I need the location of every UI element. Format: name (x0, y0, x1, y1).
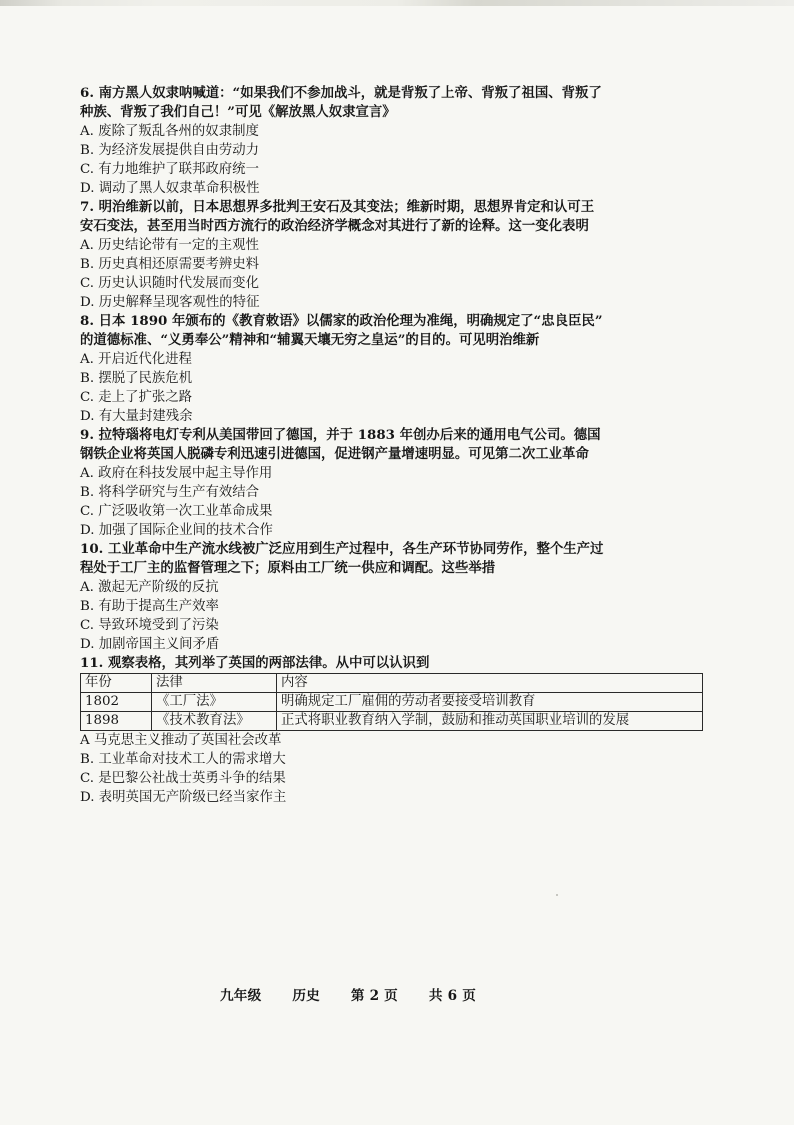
answer-option: B. 为经济发展提供自由劳动力 (80, 143, 260, 158)
question-6 (80, 84, 720, 198)
table-cell-law: 《工厂法》 (152, 693, 277, 712)
table-header-row (81, 674, 703, 693)
question-8 (80, 312, 720, 426)
table-cell-content: 正式将职业教育纳入学制，鼓励和推动英国职业培训的发展 (277, 712, 703, 731)
answer-option: B. 有助于提高生产效率 (80, 599, 219, 614)
table-header-year: 年份 (81, 674, 152, 693)
answer-option: A. 激起无产阶级的反抗 (80, 580, 219, 595)
question-7 (80, 198, 720, 312)
law-table-wrap (80, 673, 695, 731)
law-table (80, 673, 703, 731)
answer-option: D. 表明英国无产阶级已经当家作主 (80, 790, 287, 805)
table-cell-year: 1898 (81, 712, 152, 731)
footer-subject: 历史 (292, 988, 320, 1004)
question-stem-line: 钢铁企业将英国人脱磷专利迅速引进德国，促进钢产量增速明显。可见第二次工业革命 (80, 446, 589, 462)
answer-option: C. 是巴黎公社战士英勇斗争的结果 (80, 771, 286, 786)
page-footer (220, 984, 600, 1004)
question-stem-line: 9. 拉特瑙将电灯专利从美国带回了德国，并于 1883 年创办后来的通用电气公司。德国 (80, 427, 601, 443)
answer-option: A 马克思主义推动了英国社会改革 (80, 733, 282, 748)
exam-content (80, 84, 720, 807)
table-row (81, 693, 703, 712)
answer-option: A. 开启近代化进程 (80, 352, 192, 367)
answer-option: B. 历史真相还原需要考辨史料 (80, 257, 260, 272)
scan-dot (556, 894, 558, 896)
question-stem-line: 的道德标准、“义勇奉公”精神和“辅翼天壤无穷之皇运”的目的。可见明治维新 (80, 332, 540, 348)
answer-option: D. 有大量封建残余 (80, 409, 193, 424)
answer-option: D. 调动了黑人奴隶革命积极性 (80, 181, 260, 196)
answer-option: C. 导致环境受到了污染 (80, 618, 219, 633)
answer-option: D. 历史解释呈现客观性的特征 (80, 295, 260, 310)
footer-total-pages: 共 6 页 (428, 988, 477, 1004)
question-stem-line: 11. 观察表格，其列举了英国的两部法律。从中可以认识到 (80, 655, 430, 671)
table-row (81, 712, 703, 731)
table-cell-law: 《技术教育法》 (152, 712, 277, 731)
answer-option: A. 历史结论带有一定的主观性 (80, 238, 259, 253)
footer-grade: 九年级 (220, 988, 262, 1004)
answer-option: C. 走上了扩张之路 (80, 390, 193, 405)
table-cell-content: 明确规定工厂雇佣的劳动者要接受培训教育 (277, 693, 703, 712)
table-header-content: 内容 (277, 674, 703, 693)
question-stem-line: 6. 南方黑人奴隶呐喊道：“如果我们不参加战斗，就是背叛了上帝、背叛了祖国、背叛了 (80, 85, 602, 101)
table-header-law: 法律 (152, 674, 277, 693)
answer-option: A. 政府在科技发展中起主导作用 (80, 466, 273, 481)
question-10 (80, 540, 720, 654)
answer-option: D. 加剧帝国主义间矛盾 (80, 637, 220, 652)
footer-page-number: 第 2 页 (350, 988, 398, 1004)
question-stem-line: 10. 工业革命中生产流水线被广泛应用到生产过程中，各生产环节协同劳作，整个生产过 (80, 541, 604, 557)
answer-option: D. 加强了国际企业间的技术合作 (80, 523, 273, 538)
question-stem-line: 种族、背叛了我们自己！”可见《解放黑人奴隶宣言》 (80, 104, 396, 120)
answer-option: C. 有力地维护了联邦政府统一 (80, 162, 259, 177)
answer-option: B. 工业革命对技术工人的需求增大 (80, 752, 286, 767)
question-stem-line: 安石变法，甚至用当时西方流行的政治经济学概念对其进行了新的诠释。这一变化表明 (80, 218, 589, 234)
answer-option: C. 广泛吸收第一次工业革命成果 (80, 504, 273, 519)
question-stem-line: 7. 明治维新以前，日本思想界多批判王安石及其变法；维新时期，思想界肯定和认可王 (80, 199, 595, 215)
question-stem-line: 8. 日本 1890 年颁布的《教育敕语》以儒家的政治伦理为准绳，明确规定了“忠良臣民” (80, 313, 603, 329)
question-9 (80, 426, 720, 540)
answer-option: C. 历史认识随时代发展而变化 (80, 276, 259, 291)
table-cell-year: 1802 (81, 693, 152, 712)
answer-option: A. 废除了叛乱各州的奴隶制度 (80, 124, 259, 139)
scan-edge (0, 0, 794, 6)
answer-option: B. 摆脱了民族危机 (80, 371, 193, 386)
question-stem-line: 程处于工厂主的监督管理之下；原料由工厂统一供应和调配。这些举措 (80, 560, 496, 576)
answer-option: B. 将科学研究与生产有效结合 (80, 485, 260, 500)
question-11 (80, 654, 720, 807)
